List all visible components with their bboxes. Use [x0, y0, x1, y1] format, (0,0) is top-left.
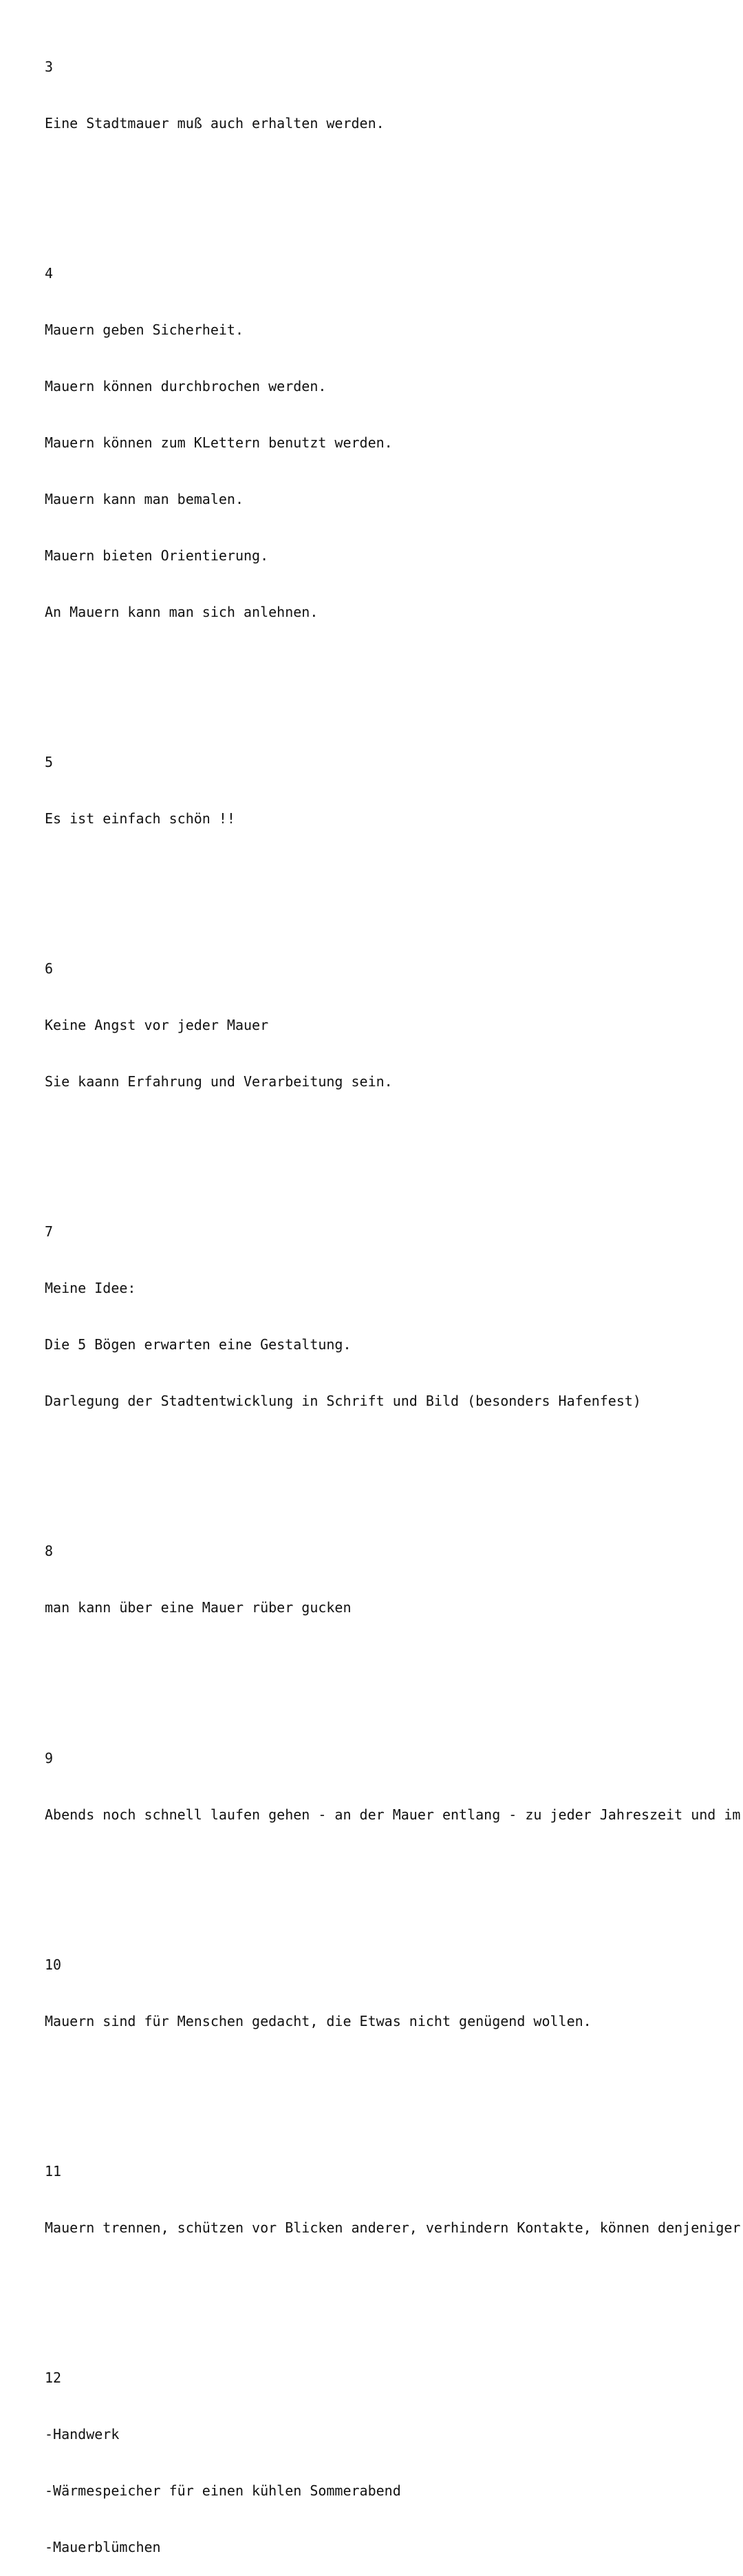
entry-line: Mauern können durchbrochen werden. — [45, 377, 327, 394]
entry-line: Mauern trennen, schützen vor Blicken anderer, verhindern Kontakte, können denjeniger — [45, 2219, 741, 2237]
entry-number: 10 — [45, 1956, 62, 1973]
entry-line: Mauern sind für Menschen gedacht, die Etwas nicht genügend wollen. — [45, 2012, 592, 2029]
blank-line — [45, 1129, 743, 1148]
entry-line: Es ist einfach schön !! — [45, 810, 235, 827]
entry-number: 8 — [45, 1543, 54, 1560]
entry-line: Meine Idee: — [45, 1280, 136, 1297]
entry-line: Eine Stadtmauer muß auch erhalten werden. — [45, 114, 385, 131]
entry-line: Die 5 Bögen erwarten eine Gestaltung. — [45, 1336, 352, 1353]
entry-line: Keine Angst vor jeder Mauer — [45, 1017, 269, 1034]
blank-line — [45, 2069, 743, 2087]
entry-line: Darlegung der Stadtentwicklung in Schrift und Bild (besonders Hafenfest) — [45, 1392, 641, 1409]
plain-text-document — [45, 1, 743, 2556]
entry-number: 3 — [45, 58, 54, 75]
entry-number: 11 — [45, 2163, 62, 2180]
entry-line: Abends noch schnell laufen gehen - an der Mauer entlang - zu jeder Jahreszeit und im — [45, 1806, 741, 1823]
entry-number: 6 — [45, 960, 54, 978]
entry-line: man kann über eine Mauer rüber gucken — [45, 1599, 352, 1616]
blank-line — [45, 659, 743, 677]
entry-line: An Mauern kann man sich anlehnen. — [45, 603, 319, 620]
entry-line: Mauern bieten Orientierung. — [45, 547, 269, 564]
entry-number: 5 — [45, 753, 54, 770]
blank-line — [45, 1861, 743, 1880]
entry-line: -Handwerk — [45, 2426, 120, 2443]
entry-line: Mauern geben Sicherheit. — [45, 321, 244, 339]
entry-line: Sie kaann Erfahrung und Verarbeitung sein. — [45, 1073, 393, 1090]
entry-line: -Mauerblümchen — [45, 2539, 161, 2556]
blank-line — [45, 1655, 743, 1674]
entry-number: 9 — [45, 1749, 54, 1766]
blank-line — [45, 171, 743, 189]
entry-line: -Wärmespeicher für einen kühlen Sommerabend — [45, 2482, 401, 2500]
blank-line — [45, 2275, 743, 2294]
entry-number: 12 — [45, 2369, 62, 2387]
entry-line: Mauern können zum KLettern benutzt werden. — [45, 434, 393, 451]
blank-line — [45, 1448, 743, 1467]
entry-number: 7 — [45, 1223, 54, 1241]
entry-line: Mauern kann man bemalen. — [45, 490, 244, 507]
blank-line — [45, 866, 743, 885]
entry-number: 4 — [45, 265, 54, 282]
